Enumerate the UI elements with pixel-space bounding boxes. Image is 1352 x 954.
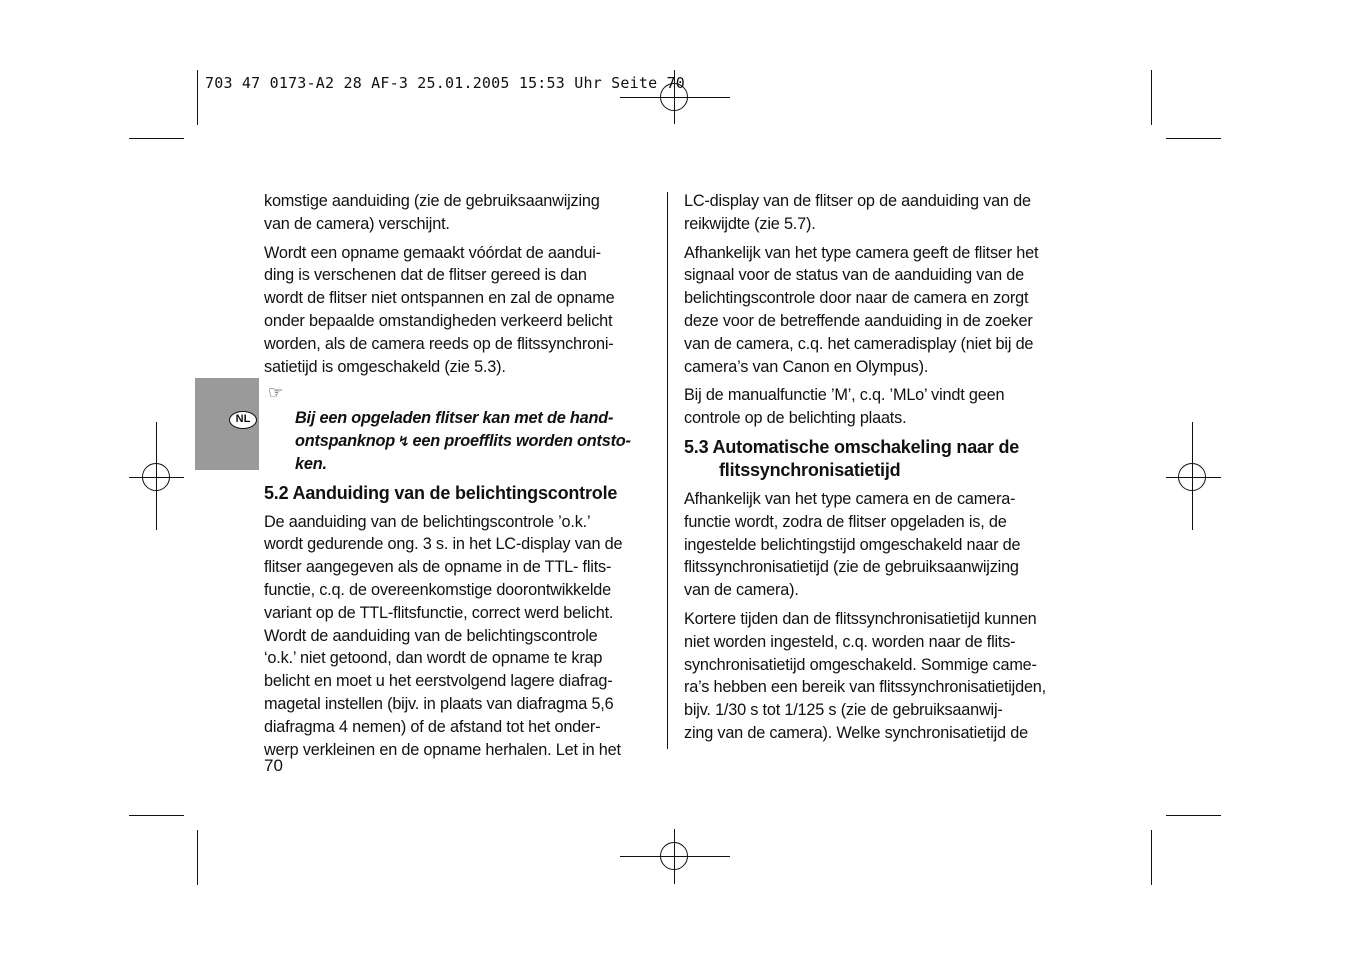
left-column bbox=[264, 190, 656, 767]
page-number: 70 bbox=[264, 756, 283, 775]
note-text: Bij een opgeladen flitser kan met de hand- ontspanknop bbox=[295, 409, 614, 450]
print-header: 703 47 0173-A2 28 AF-3 25.01.2005 15:53 Uhr Seite 70 bbox=[205, 74, 685, 92]
note bbox=[264, 384, 656, 475]
registration-left-circle bbox=[142, 463, 170, 491]
section-heading: 5.3 Automatische omschakeling naar de flitssynchronisatietijd bbox=[684, 436, 1020, 480]
flash-bolt-icon: ↯ bbox=[398, 432, 410, 449]
right-column bbox=[684, 190, 1076, 751]
paragraph: Afhankelijk van het type camera geeft de flitser het signaal voor de status van de aanduiding van de belichtingscontrole door naar de camera en zorgt deze voor de betreffende aanduiding in de zoeker van de camera, c.q. het cameradisplay (niet bij de camera’s van Canon en Olympus). bbox=[684, 243, 1039, 376]
paragraph: komstige aanduiding (zie de gebruiksaanwijzing van de camera) verschijnt. bbox=[264, 192, 600, 233]
crop-mark-bottom-right-v bbox=[1151, 830, 1152, 885]
crop-mark-top-left-h bbox=[129, 138, 184, 139]
registration-bottom-circle bbox=[660, 842, 688, 870]
paragraph: Wordt een opname gemaakt vóórdat de aandui- ding is verschenen dat de flitser gereed is dan wordt de flitser niet ontspannen en zal de opname onder bepaalde omstandigheden verkeerd belicht worden, als de camera reeds op de flitssynchroni- satietijd is omgeschakeld (zie 5.3). bbox=[264, 243, 615, 376]
section-heading: 5.2 Aanduiding van de belichtingscontrole bbox=[264, 482, 618, 503]
crop-mark-bottom-left-v bbox=[197, 830, 198, 885]
column-divider bbox=[667, 192, 668, 749]
paragraph: Afhankelijk van het type camera en de camera- functie wordt, zodra de flitser opgeladen is, de ingestelde belichtingstijd omgeschakeld naar de flitssynchronisatietijd (zie de gebruiksaanwijzing van de camera). bbox=[684, 489, 1021, 600]
paragraph: Kortere tijden dan de flitssynchronisatietijd kunnen niet worden ingesteld, c.q. worden naar de flits- synchronisatietijd omgeschakeld. Sommige came- ra’s hebben een bereik van flitssynchronisatietijden, bijv. 1/30 s tot 1/125 s (zie de gebruiksaanwij- zing van de camera). Welke synchronisatietijd de bbox=[684, 609, 1046, 742]
crop-mark-bottom-left-h bbox=[129, 815, 184, 816]
crop-mark-top-left-v bbox=[197, 70, 198, 125]
paragraph: Bij de manualfunctie ’M’, c.q. ’MLo’ vindt geen controle op de belichting plaats. bbox=[684, 386, 1005, 428]
language-badge: NL bbox=[229, 411, 257, 429]
crop-mark-top-right-v bbox=[1151, 70, 1152, 125]
note-text: een proefflits worden ontsto- ken. bbox=[295, 431, 631, 473]
paragraph: LC-display van de flitser op de aanduiding van de reikwijdte (zie 5.7). bbox=[684, 192, 1031, 233]
registration-right-circle bbox=[1178, 463, 1206, 491]
crop-mark-top-right-h bbox=[1166, 138, 1221, 139]
crop-mark-bottom-right-h bbox=[1166, 815, 1221, 816]
pointing-hand-icon: ☞ bbox=[268, 383, 284, 403]
paragraph: De aanduiding van de belichtingscontrole ’o.k.’ wordt gedurende ong. 3 s. in het LC-display van de flitser aangegeven als de opname in de TTL- flits- functie, c.q. de overeenkomstige doorontwikkelde variant op de TTL-flitsfunctie, correct werd belicht. Wordt de aanduiding van de belichtingscontrole ‘o.k.’ niet getoond, dan wordt de opname te krap belicht en moet u het eerstvolgend lagere diafrag- magetal instellen (bijv. in plaats van diafragma 5,6 diafragma 4 nemen) of de afstand tot het onder- werp verkleinen en de opname herhalen. Let in het bbox=[264, 512, 623, 759]
